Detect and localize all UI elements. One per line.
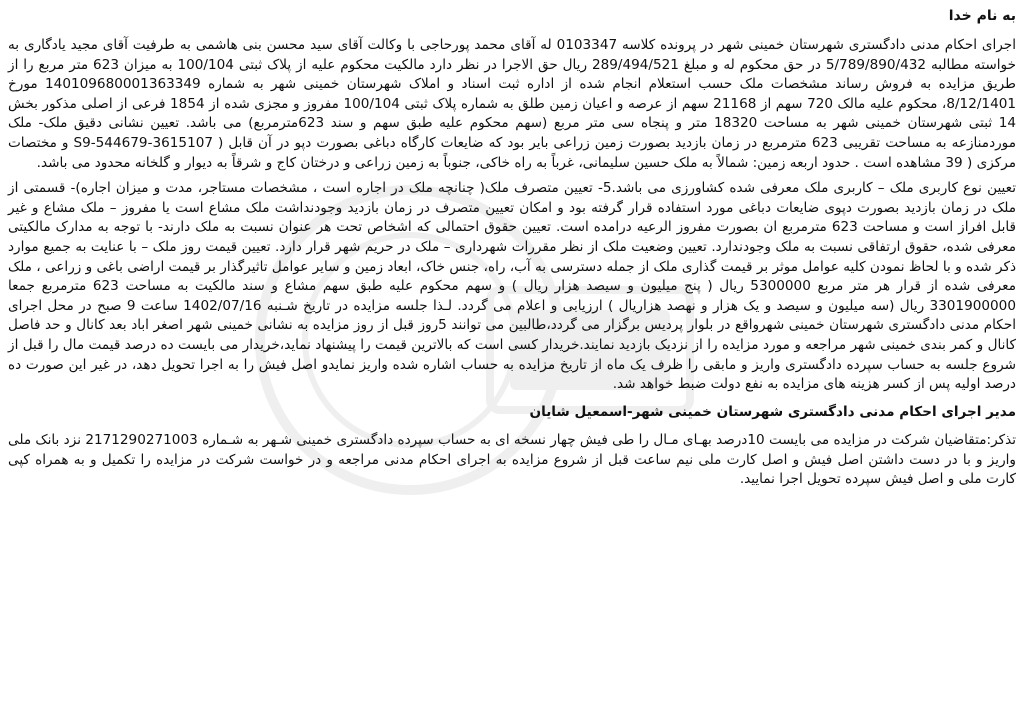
property-valuation-paragraph: تعیین نوع کاربری ملک – کاربری ملک معرفی شده کشاورزی می باشد.5- تعیین متصرف ملک( چنانچه ملک در اجاره است ، مشخصات مستاجر، مدت و میزان اجاره)- قسمتی از ملک در زمان بازدید بصورت دپوی ضایعات دباغی مورد استفاده قرار گرفته بود و امکان تعیین متصرف در زمان بازدید وجودنداشت ملک مشاع است یا مفروز – ملک مشاع و غیر قابل افراز است و مساحت 623 مترمربع ان بصورت مفروز الرعیه درامده است. تعیین حقوق احتمالی که اشخاص تحت هر عنوان نسبت به ملک دارند- با توجه به مدارک مالکیتی معرفی شده، حقوق ارتفاقی نسبت به ملک وجودندارد. تعیین وضعیت ملک از نظر مقررات شهرداری – ملک در حریم شهر قرار دارد. تعیین قیمت روز ملک – با عنایت به جمیع موارد ذکر شده و با لحاظ نمودن کلیه عوامل موثر بر قیمت گذاری ملک از جمله دسترسی به آب، راه، جنس خاک، ابعاد زمین و سایر عوامل تاثیرگذار بر قیمت اراضی باغی و زراعی ، ملک معرفی شده از قرار هر متر مربع 5300000 ریال ( پنج میلیون و سیصد هزار ریال ) و سهم محکوم علیه طبق سهم مشاع و سند مالکیت به مساحت 623 مترمربع جمعا 3301900000 ریال (سه میلیون و سیصد و یک هزار و نهصد هزاریال ) ارزیابی و اعلام می گردد. لـذا جلسه مزایده در تاریخ شـنبه 1402/07/16 ساعت 9 صبح در محل اجرای احکام مدنی دادگستری شهرستان خمینی شهرواقع در بلوار پردیس برگزار می گردد،طالبین می توانند 5روز قبل از روز مزایده به نشانی خمینی شهر اصغر اباد بعد کانال و حد فاصل کانال و کمر بندی خمینی شهر مراجعه و مورد مزایده را از نزدیک بازدید نمایند.خریدار کسی است که بالاترین قیمت را پیشنهاد نماید،خریدار می بایست ده درصد قیمت مال را قبل از شروع جلسه به حساب سپرده دادگستری واریز و مابقی را ظرف یک ماه از تاریخ مزایده به حساب اشاره شده واریز نمایدو اصل فیش را به اجرا تحویل دهد، در غیر این صورت ده درصد اولیه پس از کسر هزینه های مزایده به نفع دولت ضبط خواهد شد.: [8, 180, 1016, 393]
auction-details-paragraph: اجرای احکام مدنی دادگستری شهرستان خمینی شهر در پرونده کلاسه 0103347 له آقای محمد پورحاجی با وکالت آقای سید محسن بنی هاشمی به طرفیت آقای مجید یادگاری به خواسته مطالبه 5/789/890/432 در حق محکوم له و مبلغ 289/494/521 ریال حق الاجرا در نظر دارد مالکیت محکوم علیه از پلاک ثبتی 100/104 به میزان 623 متر مربع را از طریق مزایده به فروش رساند مشخصات ملک حسب استعلام انجام شده از اداره ثبت اسناد و املاک شهرستان خمینی شهر به شماره 140109680001363349 مورخ 8/12/1401، محکوم علیه مالک 720 سهم از 21168 سهم از عرصه و اعیان زمین طلق به شماره پلاک ثبتی 100/104 مفروز و مجزی شده از 1854 فرعی از اصلی مذکور بخش 14 ثبتی شهرستان خمینی شهر به مساحت 18320 متر و پنجاه سی متر مربع (سهم محکوم علیه طبق سهم و سند 623مترمربع) می باشد. تعیین نشانی دقیق ملک- ملک موردمنازعه به مساحت تقریبی 623 مترمربع در زمان بازدید بصورت زمین زراعی بایر بود که ضایعات کارگاه دباغی بصورت دپو در آن قابل ( 3615107-544679-S9 و مختصات مرکزی ( 39 مشاهده است . حدود اربعه زمین: شمالاً به ملک حسین سلیمانی، غرباً به راه خاکی، جنوباً به زمین زراعی و درختان کاج و شرقاً به دیوار و گلخانه محدود می باشد.: [8, 37, 1017, 171]
notice-document: [8, 6, 1016, 713]
document-heading: به نام خدا: [948, 8, 1016, 24]
document-signature: مدیر اجرای احکام مدنی دادگستری شهرستان خمینی شهر-اسمعیل شایان: [529, 403, 1016, 420]
participation-note: تذکر:متقاضیان شرکت در مزایده می بایست 10درصد بهـای مـال را طی فیش چهار نسخه ای به حساب سپرده دادگستری خمینی شـهر به شـماره 2171290271003 نزد بانک ملی واریز و با در دست داشتن اصل فیش و اصل کارت ملی نیم ساعت قبل از شروع مزایده به اجرای احکام مدنی مراجعه و در خواست شرکت در مزایده را تکمیل و به همراه کپی کارت ملی و اصل فیش سپرده تحویل اجرا نمایید.: [8, 432, 1016, 488]
